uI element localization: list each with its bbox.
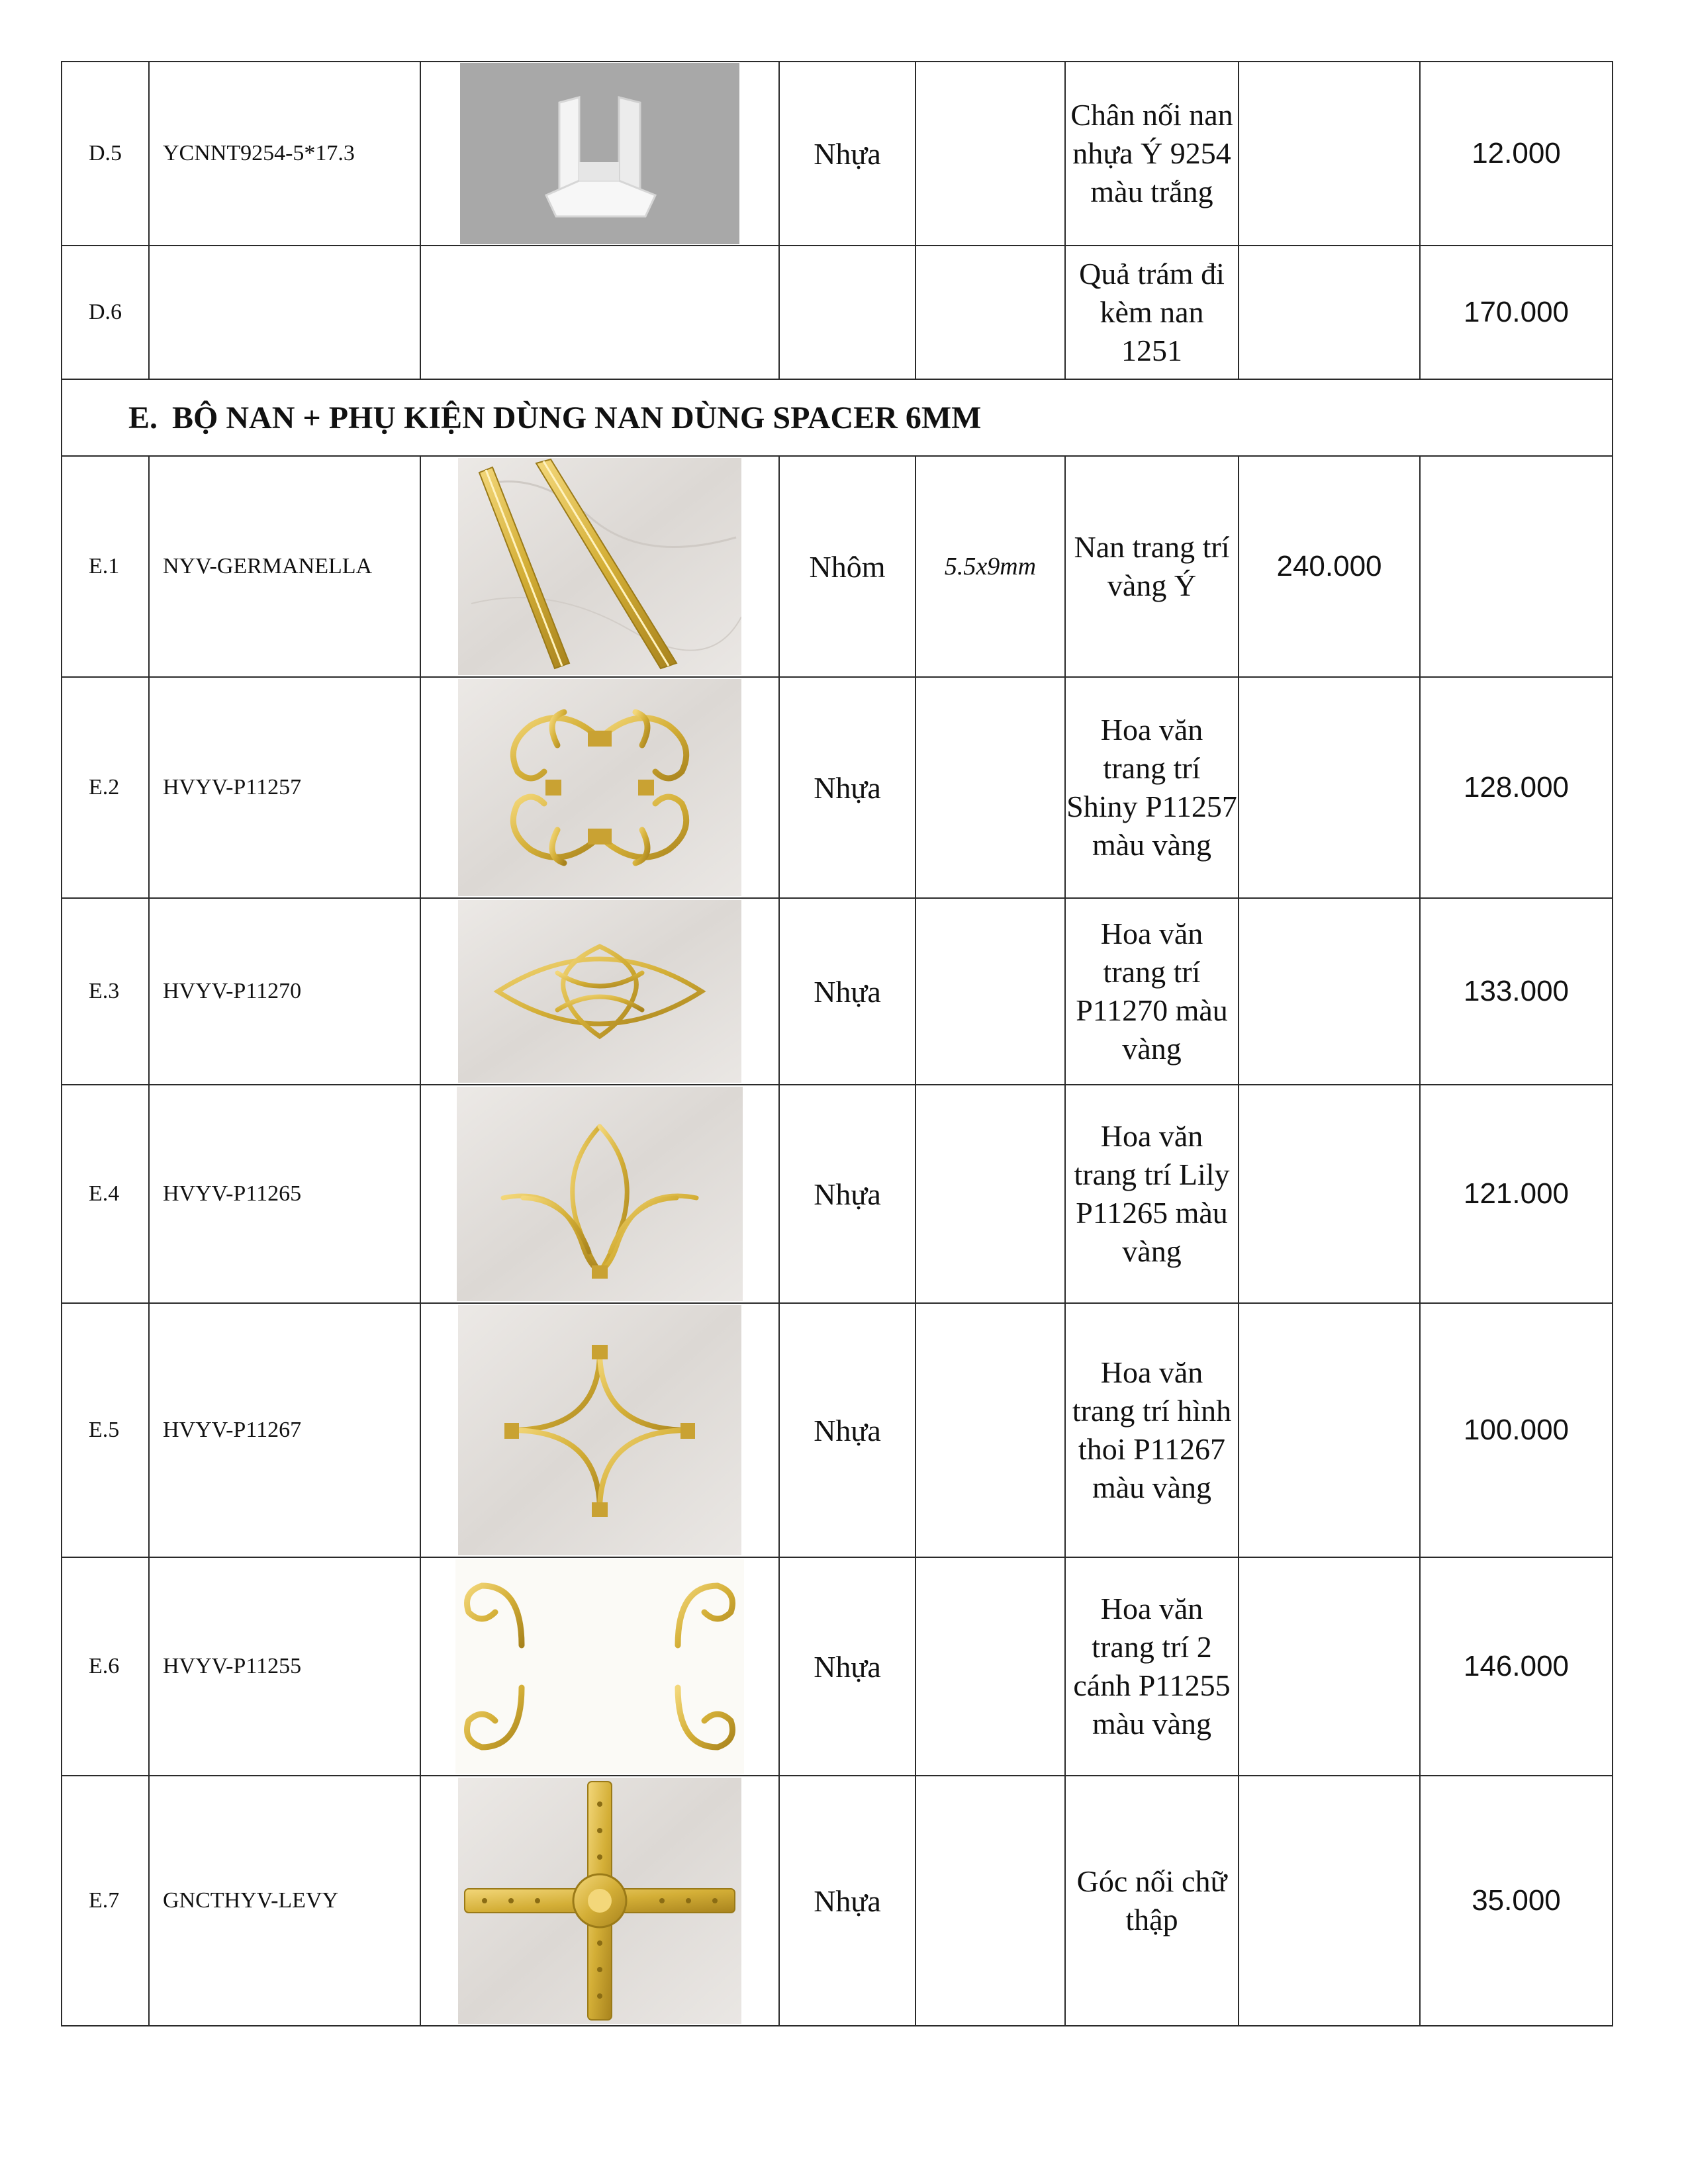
product-code: NYV-GERMANELLA [149,456,420,677]
description: Hoa văn trang trí P11270 màu vàng [1065,898,1239,1085]
size [915,62,1065,246]
table-row [62,62,1613,246]
price-a [1239,1776,1420,2026]
material [779,246,915,379]
gold-bars-image [458,458,741,675]
section-letter: E. [128,400,158,435]
gold-lens-ornament-image [458,900,741,1083]
item-number: D.6 [62,246,149,379]
price-a [1239,898,1420,1085]
product-code: YCNNT9254-5*17.3 [149,62,420,246]
table-row [62,677,1613,898]
item-number: E.4 [62,1085,149,1303]
product-code: HVYV-P11257 [149,677,420,898]
product-code: HVYV-P11255 [149,1557,420,1776]
price-b [1420,456,1613,677]
price-a [1239,1303,1420,1557]
description: Quả trám đi kèm nan 1251 [1065,246,1239,379]
item-number: E.7 [62,1776,149,2026]
description: Góc nối chữ thập [1065,1776,1239,2026]
product-image-cell [420,677,779,898]
material: Nhựa [779,62,915,246]
table-row [62,898,1613,1085]
gold-diamond-ornament-image [458,1305,741,1555]
product-image-cell [420,1085,779,1303]
product-code: HVYV-P11267 [149,1303,420,1557]
price-b: 133.000 [1420,898,1613,1085]
product-code: GNCTHYV-LEVY [149,1776,420,2026]
item-number: D.5 [62,62,149,246]
table-row [62,1085,1613,1303]
description: Hoa văn trang trí Lily P11265 màu vàng [1065,1085,1239,1303]
product-image-cell [420,1303,779,1557]
price-b: 12.000 [1420,62,1613,246]
price-b: 35.000 [1420,1776,1613,2026]
price-a [1239,1557,1420,1776]
material: Nhựa [779,677,915,898]
product-code: HVYV-P11265 [149,1085,420,1303]
price-a: 240.000 [1239,456,1420,677]
price-b: 170.000 [1420,246,1613,379]
section-header-row [62,379,1613,456]
description: Nan trang trí vàng Ý [1065,456,1239,677]
material: Nhựa [779,1776,915,2026]
description: Hoa văn trang trí hình thoi P11267 màu vàng [1065,1303,1239,1557]
white-connector-image [460,63,739,244]
product-code [149,246,420,379]
size [915,1085,1065,1303]
product-image-cell [420,62,779,246]
product-code: HVYV-P11270 [149,898,420,1085]
table-row [62,1776,1613,2026]
section-heading [62,379,1613,456]
size: 5.5x9mm [915,456,1065,677]
description: Hoa văn trang trí Shiny P11257 màu vàng [1065,677,1239,898]
gold-cross-connector-image [458,1778,741,2024]
price-b: 146.000 [1420,1557,1613,1776]
item-number: E.2 [62,677,149,898]
price-b: 121.000 [1420,1085,1613,1303]
size [915,246,1065,379]
gold-shiny-scroll-image [458,679,741,896]
table-row [62,456,1613,677]
price-a [1239,62,1420,246]
material: Nhựa [779,1303,915,1557]
item-number: E.3 [62,898,149,1085]
price-b: 128.000 [1420,677,1613,898]
table-row [62,1303,1613,1557]
size [915,1303,1065,1557]
material: Nhôm [779,456,915,677]
price-a [1239,677,1420,898]
product-image-cell [420,246,779,379]
size [915,898,1065,1085]
material: Nhựa [779,1557,915,1776]
table-row [62,1557,1613,1776]
section-title: BỘ NAN + PHỤ KIỆN DÙNG NAN DÙNG SPACER 6MM [172,400,982,435]
size [915,1557,1065,1776]
gold-lily-ornament-image [457,1087,743,1301]
size [915,1776,1065,2026]
description: Chân nối nan nhựa Ý 9254 màu trắng [1065,62,1239,246]
size [915,677,1065,898]
item-number: E.5 [62,1303,149,1557]
material: Nhựa [779,898,915,1085]
product-image-cell [420,456,779,677]
gold-two-wing-ornament-image [455,1559,744,1774]
item-number: E.6 [62,1557,149,1776]
description: Hoa văn trang trí 2 cánh P11255 màu vàng [1065,1557,1239,1776]
material: Nhựa [779,1085,915,1303]
product-image-cell [420,898,779,1085]
product-image-cell [420,1557,779,1776]
price-a [1239,1085,1420,1303]
table-row [62,246,1613,379]
price-a [1239,246,1420,379]
product-image-cell [420,1776,779,2026]
price-b: 100.000 [1420,1303,1613,1557]
product-table [61,61,1613,2026]
item-number: E.1 [62,456,149,677]
